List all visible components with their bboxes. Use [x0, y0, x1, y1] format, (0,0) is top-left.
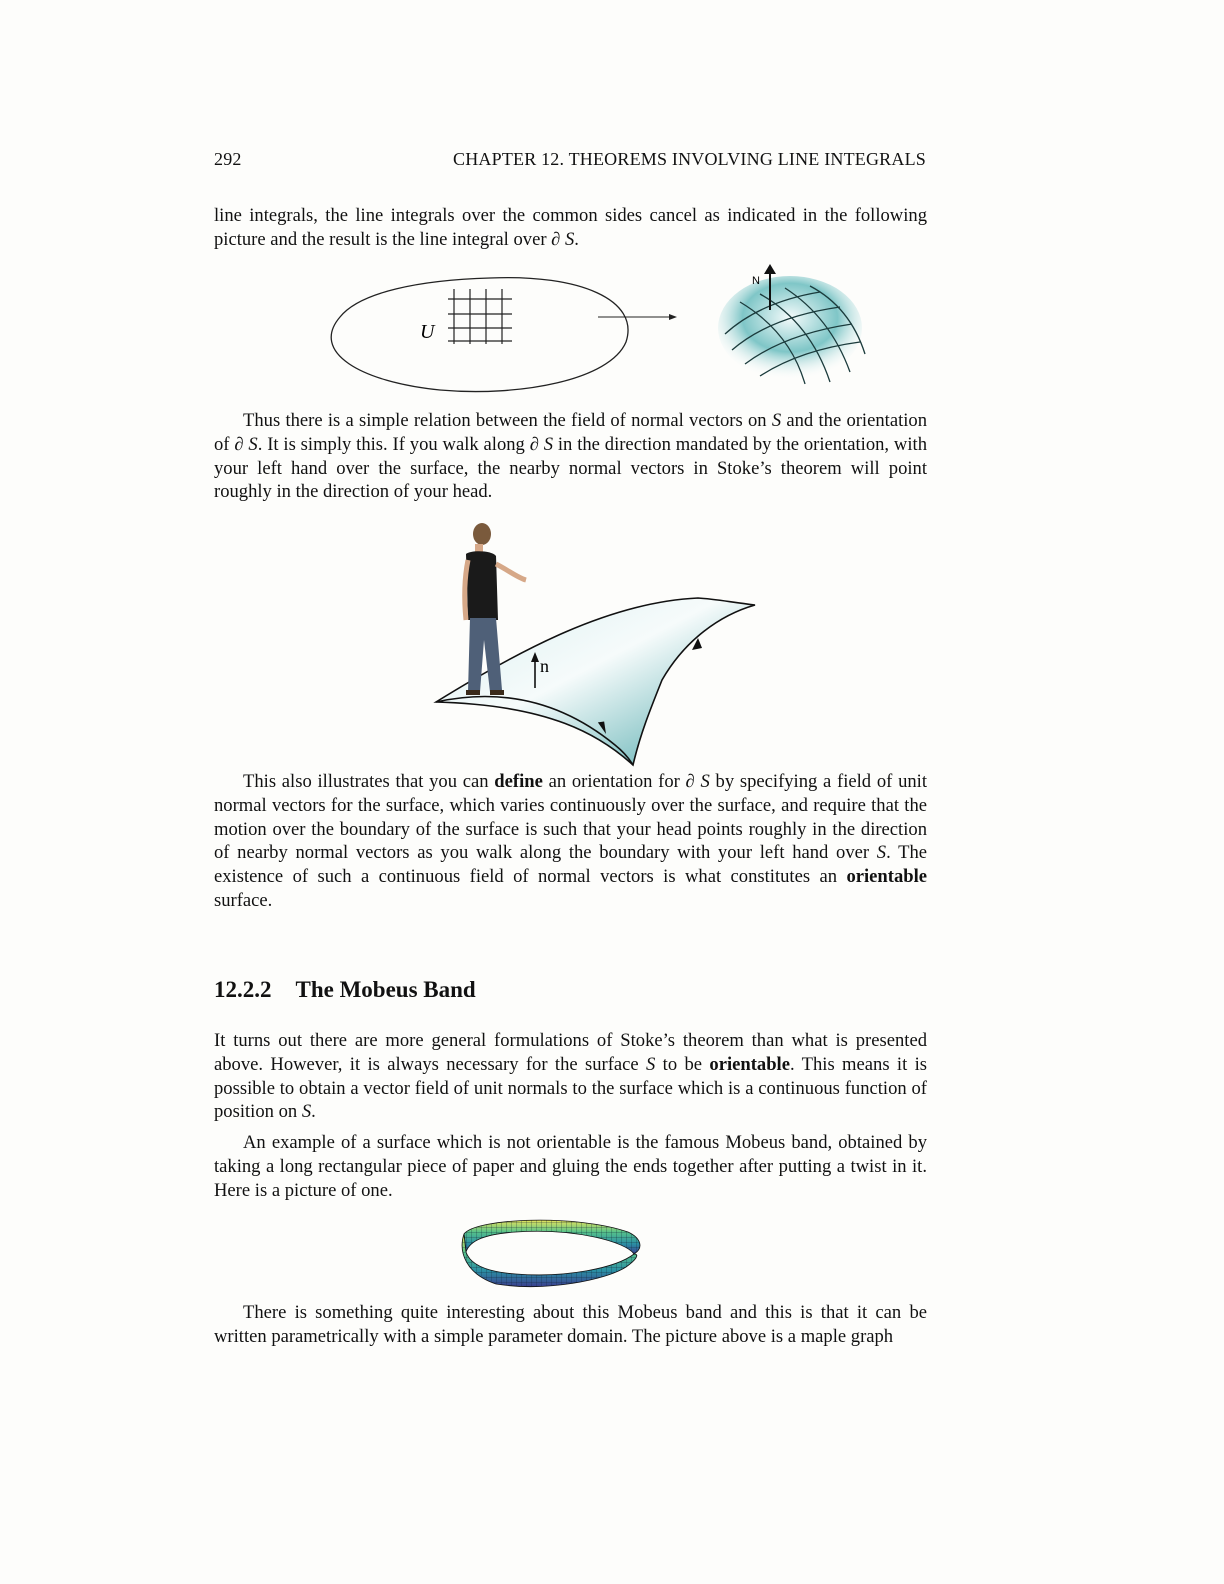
paragraph-orientation: Thus there is a simple relation between the field of normal vectors on S and the orientation of ∂ S. It is simply this. If you walk along ∂ S in the direction mandated by the orientation, with your left hand over the surface, the nearby normal vectors in Stoke’s theorem will point roughly in the direction of your head.: [214, 410, 927, 503]
grid-subdivision: [448, 289, 512, 344]
normal-label-n: n: [540, 656, 549, 676]
page-number: 292: [214, 149, 242, 169]
paragraph-intro: line integrals, the line integrals over the common sides cancel as indicated in the following picture and the result is the line integral over ∂ S.: [214, 205, 927, 250]
section-number: 12.2.2: [214, 977, 272, 1002]
paragraph-orientable: It turns out there are more general formulations of Stoke’s theorem than what is presented above. However, it is always necessary for the surface S to be orientable. This means it is possible to obtain a vector field of unit normals to the surface which is a continuous function of position on S.: [214, 1030, 927, 1123]
section-heading: [214, 977, 476, 1003]
paragraph-mobeus-example: An example of a surface which is not orientable is the famous Mobeus band, obtained by taking a long rectangular piece of paper and gluing the ends together after putting a twist in it. Here is a picture of one.: [214, 1132, 927, 1201]
domain-label: U: [420, 321, 435, 343]
section-title: The Mobeus Band: [295, 977, 476, 1002]
region-boundary: [331, 278, 628, 392]
figure-domain-to-surface: [320, 262, 880, 402]
paragraph-define-orientation: This also illustrates that you can define an orientation for ∂ S by specifying a field of unit normal vectors for the surface, which varies continuously over the surface, and require that the motion over the boundary of the surface is such that your head points roughly in the direction of nearby normal vectors as you walk along the boundary with your left hand over S. The existence of such a continuous field of normal vectors is what constitutes an orientable surface.: [214, 771, 927, 911]
mapping-arrow: [598, 314, 677, 320]
figure-mobeus-band: [456, 1212, 646, 1292]
figure-walking-on-surface: [430, 520, 770, 770]
running-title: CHAPTER 12. THEOREMS INVOLVING LINE INTEGRALS: [453, 149, 926, 169]
mapped-surface: [718, 264, 865, 384]
normal-label-N: N: [752, 275, 760, 287]
paragraph-parametric: There is something quite interesting about this Mobeus band and this is that it can be written parametrically with a simple parameter domain. The picture above is a maple graph: [214, 1302, 927, 1347]
